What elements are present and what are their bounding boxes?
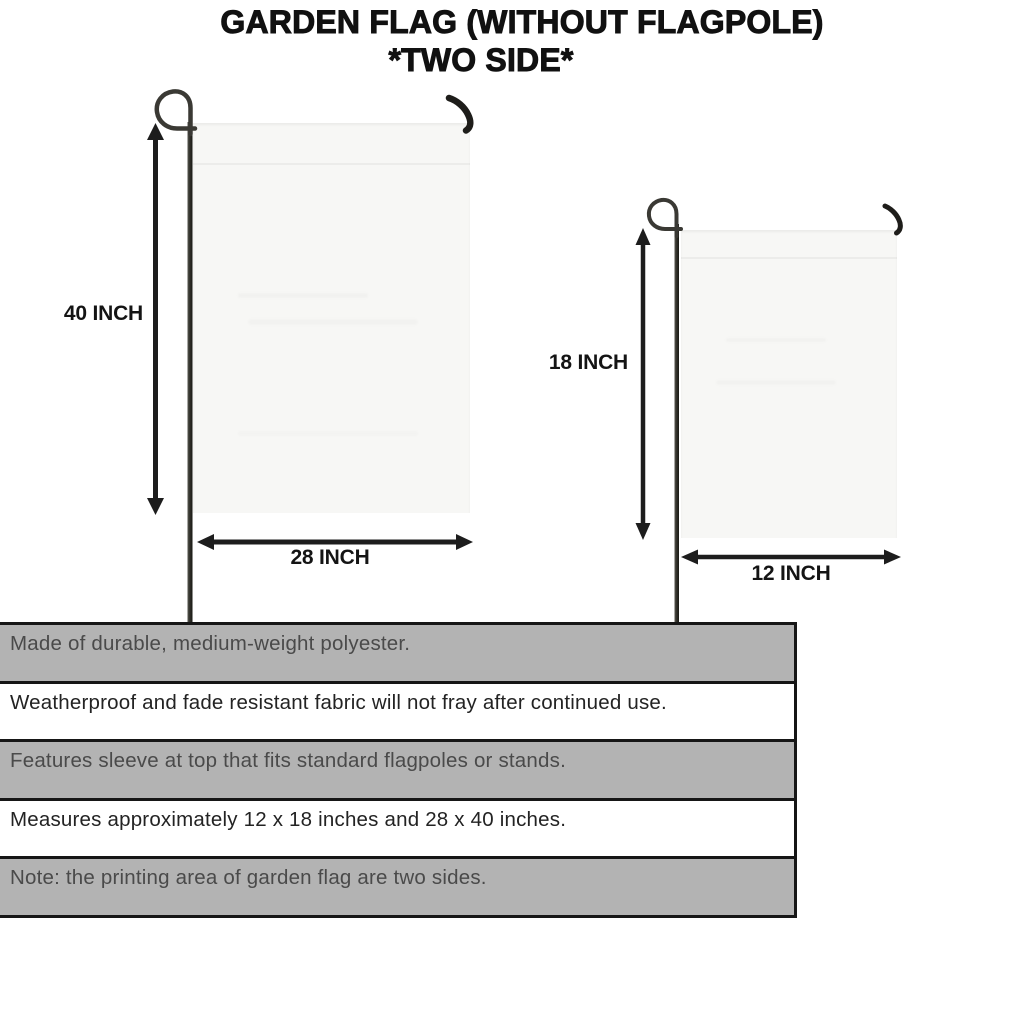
- pole-loop: [157, 91, 195, 134]
- flag-wrinkle: [716, 380, 836, 385]
- feature-row-material: [0, 625, 794, 684]
- feature-text: Features sleeve at top that fits standard flagpoles or stands.: [10, 749, 566, 773]
- small-flag-hook-icon: [885, 206, 900, 233]
- large-flag-mockup: [193, 123, 470, 513]
- pole-loop: [649, 200, 681, 236]
- small-flag-height-label: 18 INCH: [548, 351, 628, 374]
- small-flag-pole: [649, 200, 681, 622]
- feature-text: Measures approximately 12 x 18 inches and 28 x 40 inches.: [10, 807, 567, 831]
- page-subtitle: *TWO SIDE*: [388, 42, 574, 78]
- features-table: [0, 622, 797, 918]
- feature-text: Note: the printing area of garden flag are two sides.: [10, 866, 487, 890]
- feature-row-weatherproof: [0, 684, 794, 743]
- flag-wrinkle: [726, 338, 826, 342]
- large-flag-height-arrow: [147, 123, 164, 515]
- page-title: GARDEN FLAG (WITHOUT FLAGPOLE): [220, 4, 824, 40]
- feature-row-sleeve: [0, 742, 794, 801]
- large-flag-pole: [157, 91, 195, 622]
- feature-row-measures: [0, 801, 794, 860]
- small-flag-width-label: 12 INCH: [751, 562, 831, 585]
- small-flag-sleeve-seam: [681, 257, 897, 259]
- small-flag-mockup: [681, 230, 897, 538]
- flag-wrinkle: [248, 319, 418, 325]
- flag-wrinkle: [238, 293, 368, 298]
- feature-text: Made of durable, medium-weight polyester.: [10, 632, 411, 655]
- feature-row-note: [0, 859, 794, 915]
- large-flag-height-label: 40 INCH: [63, 302, 143, 325]
- large-flag-width-label: 28 INCH: [290, 546, 370, 569]
- flag-wrinkle: [238, 431, 418, 436]
- feature-text: Weatherproof and fade resistant fabric will not fray after continued use.: [10, 690, 667, 714]
- small-flag-height-arrow: [636, 228, 651, 540]
- large-flag-sleeve-seam: [193, 163, 470, 165]
